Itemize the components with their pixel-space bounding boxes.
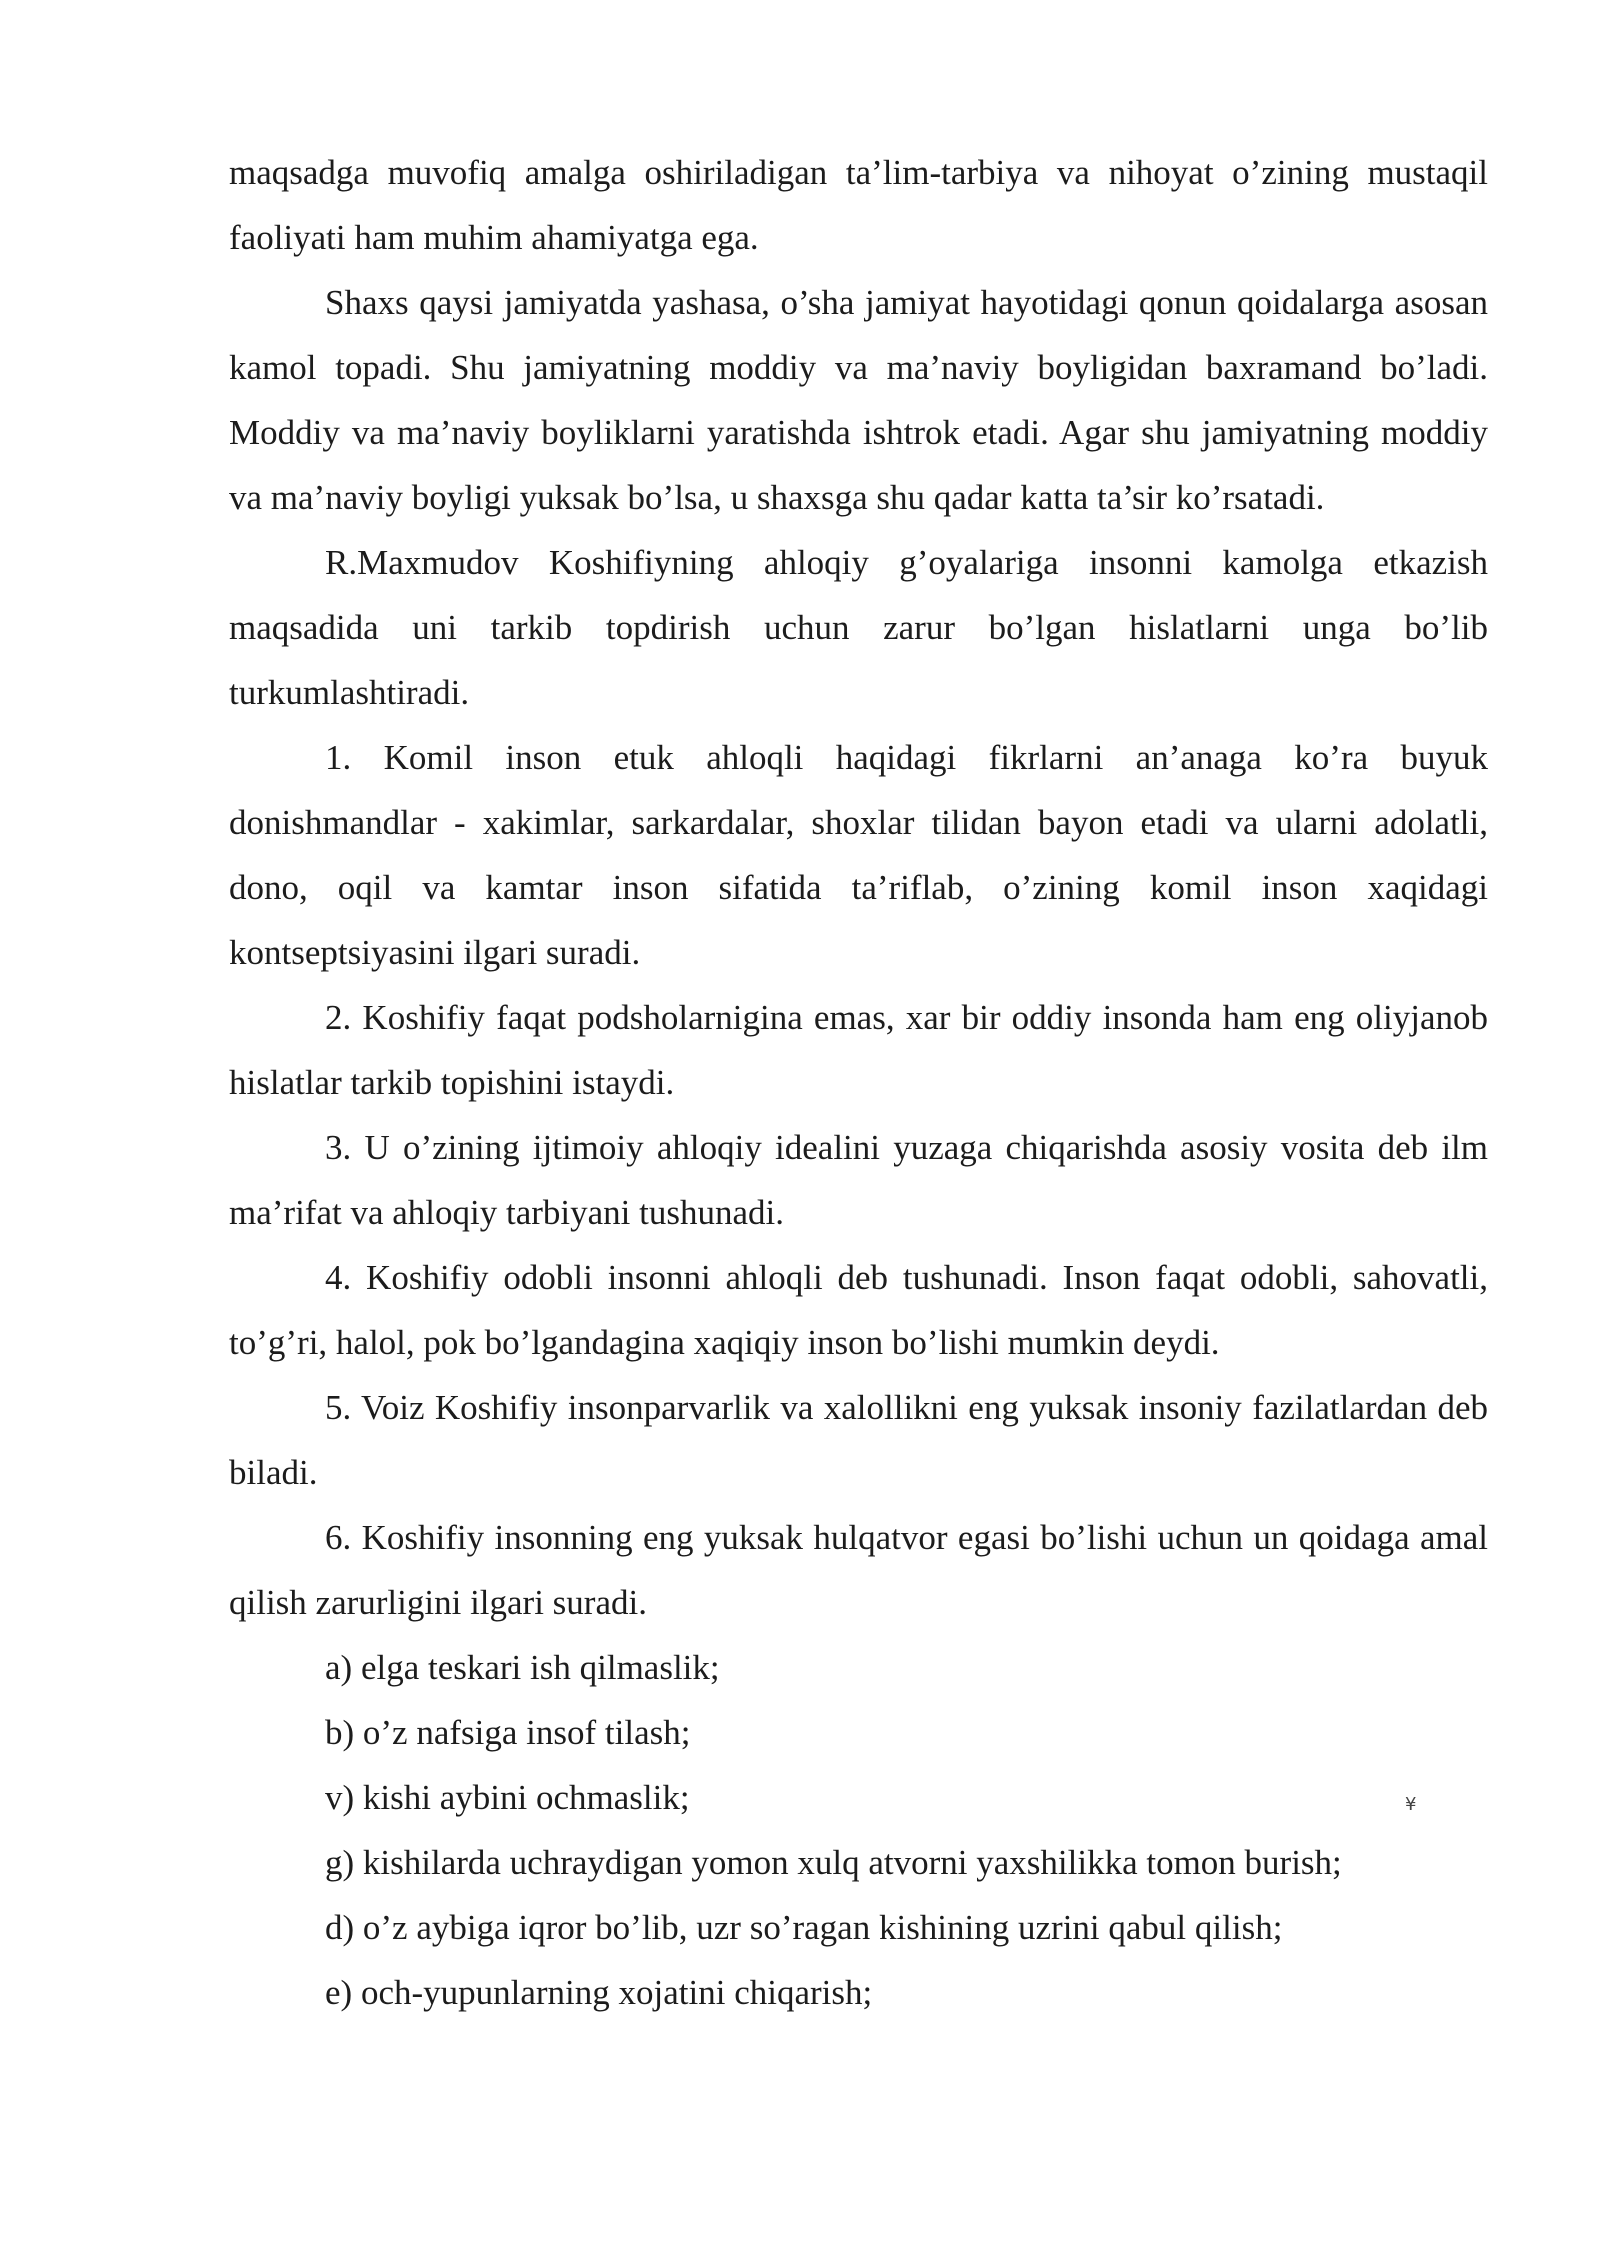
document-page [229,140,1488,2025]
list-item-v: v) kishi aybini ochmaslik; [325,1778,690,1817]
paragraph-shaxs: Shaxs qaysi jamiyatda yashasa, o’sha jamiyat hayotidagi qonun qoidalarga asosan kamol topadi. Shu jamiyatning moddiy va ma’naviy boyligidan baxramand bo’ladi. Moddiy va ma’naviy boyliklarni yaratishda ishtrok etadi. Agar shu jamiyatning moddiy va ma’naviy boyligi yuksak bo’lsa, u shaxsga shu qadar katta ta’sir ko’rsatadi. [229,283,1488,517]
paragraph-point-3: 3. U o’zining ijtimoiy ahloqiy idealini yuzaga chiqarishda asosiy vosita deb ilm ma’rifat va ahloqiy tarbiyani tushunadi. [229,1128,1488,1232]
list-item-e: e) och-yupunlarning xojatini chiqarish; [325,1973,873,2012]
list-item-a: a) elga teskari ish qilmaslik; [325,1648,720,1687]
paragraph-point-2: 2. Koshifiy faqat podsholarnigina emas, xar bir oddiy insonda ham eng oliyjanob hislatlar tarkib topishini istaydi. [229,998,1488,1102]
list-item-d: d) o’z aybiga iqror bo’lib, uzr so’ragan kishining uzrini qabul qilish; [325,1908,1283,1947]
list-item-g: g) kishilarda uchraydigan yomon xulq atvorni yaxshilikka tomon burish; [325,1843,1342,1882]
paragraph-continuation: maqsadga muvofiq amalga oshiriladigan ta’lim-tarbiya va nihoyat o’zining mustaqil faoliyati ham muhim ahamiyatga ega. [229,153,1488,257]
paragraph-maxmudov: R.Maxmudov Koshifiyning ahloqiy g’oyalariga insonni kamolga etkazish maqsadida uni tarkib topdirish uchun zarur bo’lgan hislatlarni unga bo’lib turkumlashtiradi. [229,543,1488,712]
list-item-b: b) o’z nafsiga insof tilash; [325,1713,691,1752]
paragraph-point-4: 4. Koshifiy odobli insonni ahloqli deb tushunadi. Inson faqat odobli, sahovatli, to’g’ri, halol, pok bo’lgandagina xaqiqiy inson bo’lishi mumkin deydi. [229,1258,1488,1362]
paragraph-point-5: 5. Voiz Koshifiy insonparvarlik va xalollikni eng yuksak insoniy fazilatlardan deb biladi. [229,1388,1488,1492]
paragraph-point-1: 1. Komil inson etuk ahloqli haqidagi fikrlarni an’anaga ko’ra buyuk donishmandlar - xakimlar, sarkardalar, shoxlar tilidan bayon etadi va ularni adolatli, dono, oqil va kamtar inson sifatida ta’riflab, o’zining komil inson xaqidagi kontseptsiyasini ilgari suradi. [229,738,1488,972]
stray-mark: ¥ [1405,1794,1417,1815]
paragraph-point-6: 6. Koshifiy insonning eng yuksak hulqatvor egasi bo’lishi uchun un qoidaga amal qilish zarurligini ilgari suradi. [229,1518,1488,1622]
